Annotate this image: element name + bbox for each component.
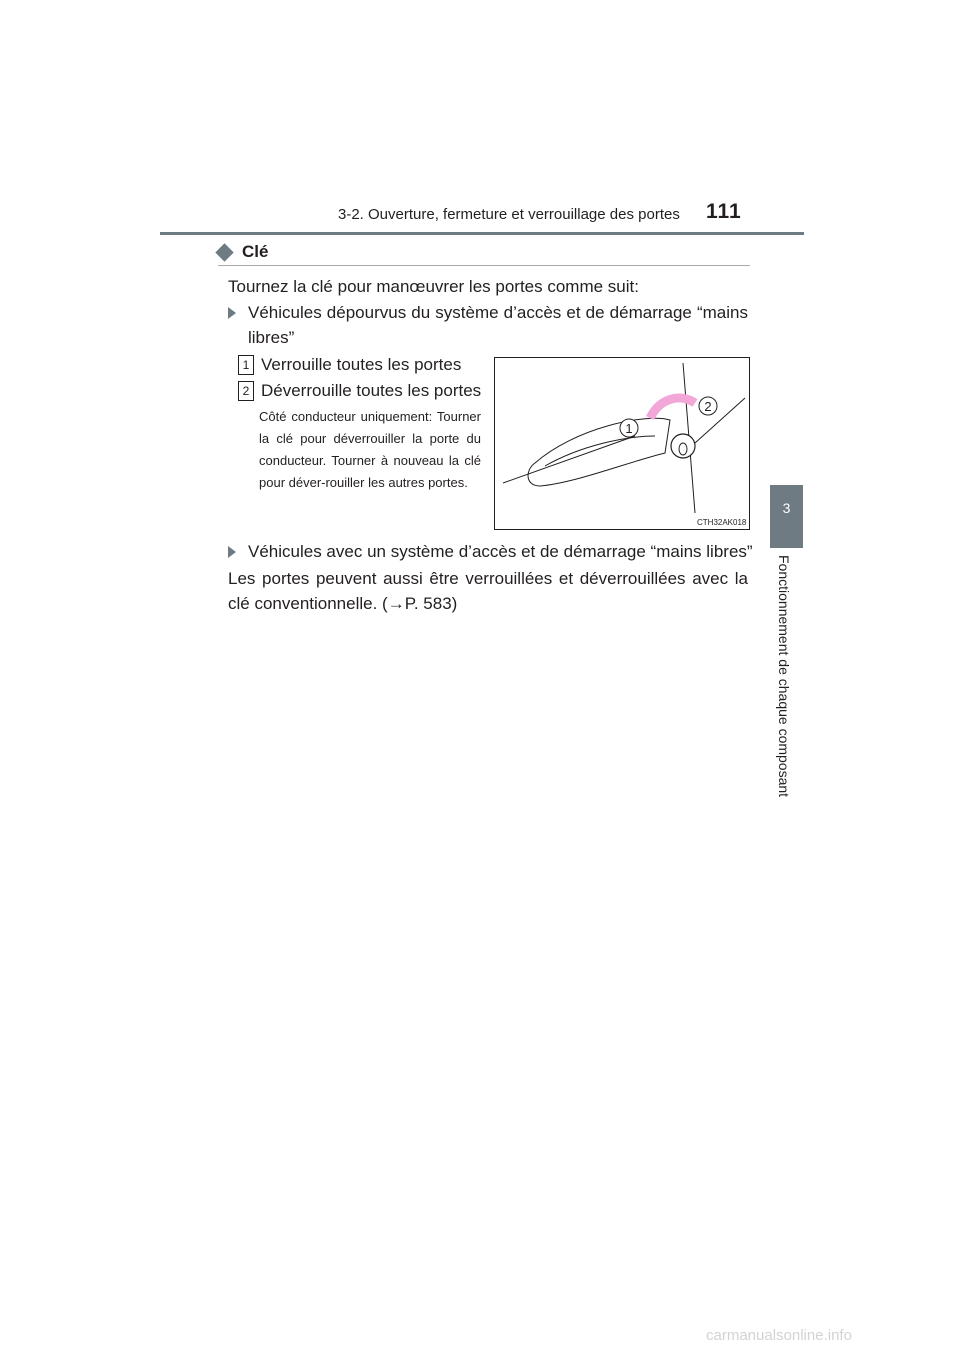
triangle-bullet-icon (228, 546, 236, 558)
figure-code: CTH32AK018 (697, 518, 747, 527)
numbered-item-1 (238, 352, 461, 377)
section-heading (218, 242, 268, 262)
section-rule (218, 265, 750, 266)
chapter-tab-number: 3 (782, 500, 791, 516)
numbered-item-text: Déverrouille toutes les portes (261, 381, 482, 400)
door-handle-illustration (495, 358, 749, 529)
chapter-tab (770, 485, 803, 548)
closing-paragraph: Les portes peuvent aussi être verrouillées et déverrouillées avec la clé conventionnelle. (→P. 583) (228, 569, 748, 613)
number-badge: 1 (238, 355, 254, 375)
chapter-side-label: Fonctionnement de chaque composant (776, 555, 792, 798)
chapter-side-label-wrap (776, 555, 800, 798)
section-title: Clé (242, 242, 269, 261)
note-paragraph: Côté conducteur uniquement: Tourner la clé pour déverrouiller la porte du conducteur. Tourner à nouveau la clé pour déver-rouiller les autres portes. (259, 409, 481, 490)
intro-paragraph: Tournez la clé pour manœuvrer les portes comme suit: (228, 277, 639, 296)
figure-callout-1: 1 (625, 421, 633, 436)
numbered-item-text: Verrouille toutes les portes (261, 355, 462, 374)
bullet-text: Véhicules dépourvus du système d’accès et de démarrage “mains libres” (248, 303, 748, 347)
figure-callout-2: 2 (704, 399, 712, 414)
bullet-text: Véhicules avec un système d’accès et de démarrage “mains libres” (248, 542, 753, 561)
door-handle-figure (494, 357, 750, 530)
diamond-icon (215, 243, 233, 261)
chapter-title: 3-2. Ouverture, fermeture et verrouillage des portes (338, 206, 680, 223)
number-badge: 2 (238, 381, 254, 401)
bullet-item (228, 300, 748, 350)
bullet-item (228, 539, 758, 564)
watermark: carmanualsonline.info (706, 1327, 852, 1344)
numbered-item-2 (238, 378, 481, 403)
header-rule (160, 232, 804, 235)
triangle-bullet-icon (228, 307, 236, 319)
turn-arrow (650, 398, 695, 418)
page-number: 111 (706, 200, 742, 223)
